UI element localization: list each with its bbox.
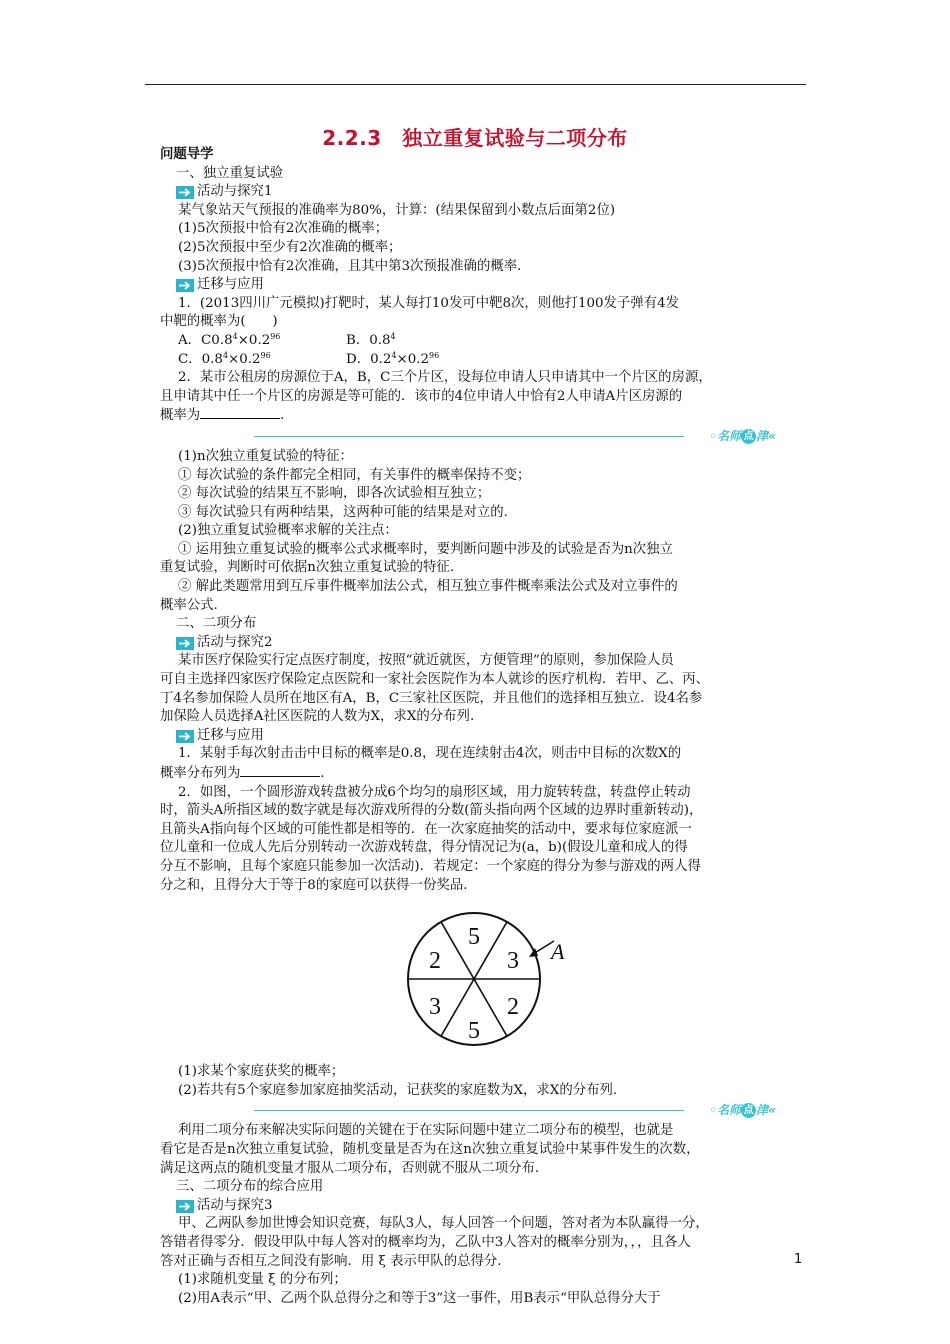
activity-1-line: (2)5次预报中至少有2次准确的概率；: [178, 239, 402, 255]
answer-blank: [200, 406, 280, 419]
activity-3-line: (2)用A表示“甲、乙两个队总得分之和等于3”这一事件，用B表示“甲队总得分大于: [178, 1290, 661, 1306]
note-line: ② 每次试验的结果互不影响，即各次试验相互独立；: [178, 486, 491, 502]
note-line: 满足这两点的随机变量才服从二项分布，否则就不服从二项分布.: [160, 1160, 540, 1176]
note-line: 看它是否是n次独立重复试验，随机变量是否为在这n次独立重复试验中某事件发生的次数，: [160, 1141, 700, 1157]
activity-1-label: 活动与探究1: [160, 183, 808, 202]
arrow-right-icon: [176, 637, 194, 650]
activity-3-line: 答错者得零分．假设甲队中每人答对的概率均为，乙队中3人答对的概率分别为，，，且各人: [160, 1234, 691, 1250]
sector-number: 5: [468, 1018, 480, 1045]
tip-divider: [254, 1100, 776, 1122]
sector-number: 3: [429, 994, 441, 1021]
option-d: D．$0.2^4\times 0.2^{96}$: [346, 350, 440, 367]
activity-1-line: (3)5次预报中恰有2次准确，且其中第3次预报准确的概率.: [178, 258, 522, 274]
sector-number: 2: [507, 994, 519, 1021]
activity-2-line: 某市医疗保险实行定点医疗制度，按照“就近就医，方便管理”的原则，参加保险人员: [178, 653, 674, 669]
option-a: A．$C0.8^4\times 0.2^{96}$: [178, 331, 281, 348]
question-line: 2．如图，一个圆形游戏转盘被分成6个均匀的扇形区域，用力旋转转盘，转盘停止转动: [178, 784, 691, 800]
option-b: B．$0.8^4$: [346, 331, 396, 348]
section-guide-heading: 问题导学: [160, 147, 214, 162]
arrow-right-icon: [176, 1200, 194, 1213]
activity-3-line: (1)求随机变量 ξ 的分布列；: [178, 1272, 347, 1288]
spinner-wheel: [406, 899, 586, 1059]
options-row: [160, 351, 808, 370]
note-line: (2)独立重复试验概率求解的关注点：: [178, 523, 398, 539]
note-line: ① 运用独立重复试验的概率公式求概率时，要判断问题中涉及的试验是否为n次独立: [178, 541, 673, 557]
question-line: 时，箭头A所指区域的数字就是每次游戏所得的分数(箭头指向两个区域的边界时重新转动)，: [160, 803, 703, 819]
tip-divider: [254, 426, 776, 448]
header-rule: [145, 84, 806, 85]
seal-icon: 点: [741, 429, 756, 444]
question-line: 位儿童和一位成人先后分别转动一次游戏转盘，得分情况记为(a，b)(假设儿童和成人的得: [160, 840, 688, 856]
activity-2-label: 活动与探究2: [160, 634, 808, 653]
question-line: 分之和，且得分大于等于8的家庭可以获得一份奖品.: [160, 877, 468, 893]
note-line: ③ 每次试验只有两种结果，这两种可能的结果是对立的.: [178, 504, 508, 520]
arrow-right-icon: [176, 730, 194, 743]
sub-question: (2)若共有5个家庭参加家庭抽奖活动，记获奖的家庭数为X，求X的分布列.: [178, 1082, 618, 1098]
arrow-label: A: [551, 939, 565, 965]
sector-number: 5: [468, 924, 480, 951]
page-title: 2.2.3 独立重复试验与二项分布: [322, 126, 628, 150]
sub-question: (1)求某个家庭获奖的概率；: [178, 1064, 345, 1080]
note-line: 概率公式.: [160, 597, 218, 613]
arrow-right-icon: [176, 186, 194, 199]
spinner-figure: [160, 895, 808, 1063]
activity-1-line: (1)5次预报中恰有2次准确的概率；: [178, 221, 389, 237]
tip-badge: ◦名师 点 津«: [709, 1103, 776, 1118]
activity-2-line: 可自主选择四家医疗保险定点医院和一家社会医院作为本人就诊的医疗机构．若甲、乙、丙、: [160, 672, 710, 688]
note-line: ① 每次试验的条件都完全相同，有关事件的概率保持不变；: [178, 467, 531, 483]
question-line: 中靶的概率为( ): [160, 314, 278, 330]
arrow-right-icon: [176, 279, 194, 292]
note-line: (1)n次独立重复试验的特征：: [178, 448, 353, 464]
answer-blank: [240, 764, 320, 777]
section-3-heading: 三、二项分布的综合应用: [176, 1179, 324, 1195]
question-line: 1．(2013四川广元模拟)打靶时，某人每打10发可中靶8次，则他打100发子弹有4发: [178, 295, 680, 311]
activity-3-line: 答对正确与否相互之间没有影响．用 ξ 表示甲队的总得分.: [160, 1253, 502, 1269]
sector-number: 3: [507, 948, 519, 975]
section-1-heading: 一、独立重复试验: [176, 165, 284, 181]
activity-2-line: 丁4名参加保险人员所在地区有A，B，C三家社区医院，并且他们的选择相互独立．设4名参: [160, 690, 703, 706]
section-2-heading: 二、二项分布: [176, 616, 257, 632]
question-line: 分互不影响，且每个家庭只能参加一次活动)．若规定：一个家庭的得分为参与游戏的两人得: [160, 858, 701, 874]
seal-icon: 点: [741, 1103, 756, 1118]
options-row: [160, 332, 808, 351]
sector-number: 2: [429, 948, 441, 975]
question-line: 1．某射手每次射击击中目标的概率是0.8，现在连续射击4次，则击中目标的次数X的: [178, 746, 682, 762]
note-line: 利用二项分布来解决实际问题的关键在于在实际问题中建立二项分布的模型，也就是: [178, 1123, 674, 1139]
activity-1-line: 某气象站天气预报的准确率为80%，计算：(结果保留到小数点后面第2位): [178, 202, 616, 218]
migration-2-label: 迁移与应用: [160, 727, 808, 746]
question-line: 且申请其中任一个片区的房源是等可能的．该市的4位申请人中恰有2人申请A片区房源的: [160, 388, 683, 404]
question-line: 且箭头A指向每个区域的可能性都是相等的．在一次家庭抽奖的活动中，要求每位家庭派一: [160, 821, 692, 837]
option-c: C．$0.8^4\times 0.2^{96}$: [178, 350, 271, 367]
note-line: ② 解此类题常用到互斥事件概率加法公式，相互独立事件概率乘法公式及对立事件的: [178, 579, 678, 595]
question-line: 2．某市公租房的房源位于A，B，C三个片区，设每位申请人只申请其中一个片区的房源，: [178, 370, 712, 386]
activity-2-line: 加保险人员选择A社区医院的人数为X，求X的分布列.: [160, 709, 475, 725]
activity-3-label: 活动与探究3: [160, 1197, 808, 1216]
activity-3-line: 甲、乙两队参加世博会知识竞赛，每队3人，每人回答一个问题，答对者为本队赢得一分，: [178, 1216, 709, 1232]
document-page: 2.2.3 独立重复试验与二项分布 问题导学 一、独立重复试验 活动与探究1 某气象站天气预报的准确率为80%，计算：(结果保留到小数点后面第2位) (1)5次预报中恰有2次准确的概率； (2)5次预报中至少有2次准确的概率； (3)5次预报中恰有2次准确，且其中第3次预报准确的概率. 迁移与应用 1．(2013四川广元模拟)打靶时，某人每打10发可中靶8次，则他打100发子弹有4发 中靶的概率为( ) A．$C0.8^4\times 0.2^{96}$ B．$0.8^4$ C．$0.8^4\times 0.2^{96}$ D．$0.2^4\times 0.2^{96}$ 2．某市公租房的房源位于A，B，C三个片区，设每位申请人只申请其中一个片区的房源， 且申请其中任一个片区的房源是等可能的．该市的4位申请人中恰有2人申请A片区房源的 概率为 ． ◦名师 点 津« (1)n次独立重复试验的特征： ① 每次试验的条件都完全相同，有关事件的概率保持不变； ② 每次试验的结果互不影响，即各次试验相互独立； ③ 每次试验只有两种结果，这两种可能的结果是对立的. (2)独立重复试验概率求解的关注点： ① 运用独立重复试验的概率公式求概率时，要判断问题中涉及的试验是否为n次独立 重复试验，判断时可依据n次独立重复试验的特征. ② 解此类题常用到互斥事件概率加法公式，相互独立事件概率乘法公式及对立事件的 概率公式. 二、二项分布 活动与探究2 某市医疗保险实行定点医疗制度，按照“就近就医，方便管理”的原则，参加保险人员 可自主选择四家医疗保险定点医院和一家社会医院作为本人就诊的医疗机构．若甲、乙、丙、 丁4名参加保险人员所在地区有A，B，C三家社区医院，并且他们的选择相互独立．设4名参 加保险人员选择A社区医院的人数为X，求X的分布列. 迁移与应用 1．某射手每次射击击中目标的概率是0.8，现在连续射击4次，则击中目标的次数X的 概率分布列为 ． 2．如图，一个圆形游戏转盘被分成6个均匀的扇形区域，用力旋转转盘，转盘停止转动 时，箭头A所指区域的数字就是每次游戏所得的分数(箭头指向两个区域的边界时重新转动)， 且箭头A指向每个区域的可能性都是相等的．在一次家庭抽奖的活动中，要求每位家庭派一 位儿童和一位成人先后分别转动一次游戏转盘，得分情况记为(a，b)(假设儿童和成人的得 分互不影响，且每个家庭只能参加一次活动)．若规定：一个家庭的得分为参与游戏的两人得 分之和，且得分大于等于8的家庭可以获得一份奖品. 5 3 2 5 3 2 A (1)求某个家庭获奖的概率； (2)若共有5个家庭参加家庭抽奖活动，记获奖的家庭数为X，求X的分布列. ◦名师 点 津« 利用二项分布来解决实际问题的关键在于在实际问题中建立二项分布的模型，也就是 看它是否是n次独立重复试验，随机变量是否为在这n次独立重复试验中某事件发生的次数， 满足这两点的随机变量才服从二项分布，否则就不服从二项分布. 三、二项分布的综合应用 活动与探究3 甲、乙两队参加世博会知识竞赛，每队3人，每人回答一个问题，答对者为本队赢得一分， 答错者得零分．假设甲队中每人答对的概率均为，乙队中3人答对的概率分别为，，，且各人 答对正确与否相互之间没有影响．用 ξ 表示甲队的总得分. (1)求随机变量 ξ 的分布列； (2)用A表示“甲、乙两个队总得分之和等于3”这一事件，用B表示“甲队总得分大于 1: [0, 0, 950, 1344]
question-line: 概率分布列为 ．: [160, 766, 334, 781]
migration-1-label: 迁移与应用: [160, 276, 808, 295]
content-body: [160, 146, 808, 1308]
question-line: 概率为 ．: [160, 408, 294, 424]
note-line: 重复试验，判断时可依据n次独立重复试验的特征.: [160, 560, 455, 576]
tip-badge: ◦名师 点 津«: [709, 428, 776, 443]
